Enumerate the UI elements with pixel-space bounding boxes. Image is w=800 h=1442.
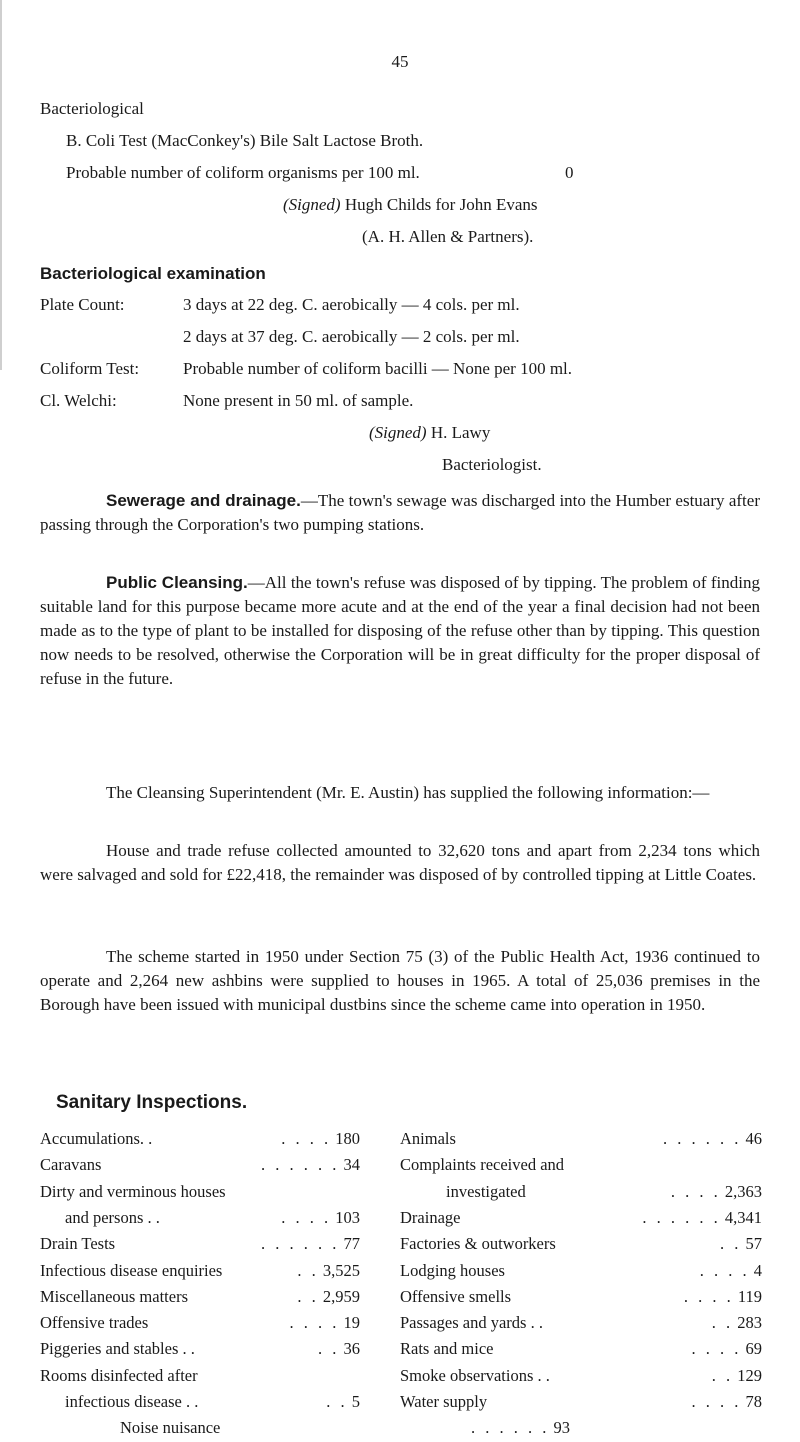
- inspection-row-left: [40, 1153, 360, 1179]
- inspection-value: [684, 1285, 762, 1309]
- inspection-row-right: [400, 1232, 762, 1258]
- inspection-row-left: [40, 1206, 360, 1232]
- inspection-count: 3,525: [322, 1260, 360, 1280]
- scheme-paragraph: The scheme started in 1950 under Section 75 (3) of the Public Health Act, 1936 continued to operate and 2,264 new ashbins were supplied to houses in 1965. A total of 25,036 premises in the Borough have been issued with municipal dustbins since the scheme came into operation in 1950.: [40, 947, 760, 1014]
- inspection-row-left: [40, 1285, 360, 1311]
- inspection-label: infectious disease . .: [65, 1392, 199, 1411]
- inspection-value: [261, 1153, 360, 1177]
- inspection-count: 283: [737, 1313, 762, 1333]
- inspection-row-left: [40, 1127, 360, 1153]
- inspection-label: Passages and yards . .: [400, 1313, 543, 1333]
- inspection-value: [318, 1337, 360, 1361]
- inspection-row-right: [400, 1206, 762, 1232]
- plate-count-line-1: 3 days at 22 deg. C. aerobically — 4 cols. per ml.: [183, 295, 520, 314]
- inspection-label: Miscellaneous matters: [40, 1286, 189, 1306]
- inspection-label: Lodging houses: [400, 1260, 505, 1280]
- welchi-label: Cl. Welchi:: [40, 391, 117, 410]
- leader-dots: . .: [711, 1365, 734, 1385]
- leader-dots: . . . .: [281, 1129, 332, 1148]
- inspection-count: 2,363: [724, 1181, 762, 1201]
- inspection-row-left: [40, 1337, 360, 1363]
- probable-number-label: Probable number of coliform organisms per 100 ml.: [66, 163, 420, 182]
- examination-heading: Bacteriological examination: [40, 264, 266, 283]
- inspection-count: 77: [343, 1234, 360, 1254]
- inspection-label: Piggeries and stables . .: [40, 1339, 195, 1359]
- inspection-count: 57: [745, 1234, 762, 1254]
- inspection-row-left: [40, 1259, 360, 1285]
- inspection-label: Animals: [400, 1129, 456, 1148]
- leader-dots: . . . .: [699, 1260, 750, 1280]
- inspection-count: 46: [745, 1129, 762, 1148]
- leader-dots: . .: [318, 1339, 340, 1359]
- inspection-value: [720, 1232, 762, 1256]
- inspection-value: [261, 1232, 360, 1256]
- inspection-label: Rats and mice: [400, 1339, 494, 1359]
- inspection-value: [712, 1364, 762, 1388]
- inspection-row-right: [400, 1337, 762, 1363]
- inspection-count: 4: [753, 1260, 762, 1280]
- inspection-count: 34: [343, 1155, 360, 1175]
- leader-dots: . .: [297, 1260, 319, 1280]
- leader-dots: . . . .: [691, 1392, 742, 1411]
- leader-dots: . .: [720, 1234, 742, 1254]
- inspection-label: Smoke observations . .: [400, 1365, 550, 1385]
- inspection-label: Dirty and verminous houses: [40, 1181, 226, 1201]
- inspection-count: 129: [737, 1365, 762, 1385]
- inspection-count: 119: [737, 1286, 762, 1306]
- inspection-row-left: [40, 1180, 360, 1206]
- inspection-row-left: [40, 1390, 360, 1416]
- inspection-value: [692, 1337, 763, 1361]
- coliform-test-label: Coliform Test:: [40, 359, 140, 378]
- cleansing-text: —All the town's refuse was disposed of by tipping. The problem of finding suitable land for this purpose became more acute and at the end of the year a final decision had not been made as to the type of plant to be installed for disposing of the refuse other than by tipping. This question now needs to be resolved, otherwise the Corporation will be in great difficulty for the proper disposal of refuse in the future.: [40, 573, 760, 688]
- inspection-row-right: [400, 1180, 762, 1206]
- leader-dots: . .: [711, 1313, 734, 1333]
- inspection-label: Drain Tests: [40, 1234, 116, 1254]
- refuse-paragraph: House and trade refuse collected amounted to 32,620 tons and apart from 2,234 tons which were salvaged and sold for £22,418, the remainder was disposed of by controlled tipping at Little Coates.: [40, 841, 760, 884]
- sewerage-text: —The town's sewage was discharged into the Humber estuary after passing through the Corporation's two pumping stations.: [40, 491, 760, 534]
- bacteriologist-title: Bacteriologist.: [442, 455, 542, 474]
- cleansing-heading: Public Cleansing.: [106, 573, 248, 592]
- inspection-value: [471, 1416, 570, 1440]
- inspection-count: 69: [745, 1339, 762, 1359]
- inspection-row-noise: [120, 1416, 570, 1442]
- leader-dots: . .: [326, 1392, 348, 1411]
- inspection-row-right: [400, 1153, 762, 1179]
- inspection-label: investigated: [446, 1181, 526, 1201]
- sewerage-paragraph: [40, 489, 760, 537]
- inspection-label: Offensive smells: [400, 1286, 512, 1306]
- plate-count-label: Plate Count:: [40, 295, 125, 314]
- inspection-row-right: [400, 1311, 762, 1337]
- inspection-count: 180: [335, 1129, 360, 1148]
- inspection-label: Caravans: [40, 1155, 102, 1175]
- signed-label-2: (Signed): [369, 423, 427, 442]
- inspection-value: [297, 1285, 360, 1309]
- inspection-label: Complaints received and: [400, 1155, 565, 1175]
- plate-count-line-2: 2 days at 37 deg. C. aerobically — 2 cols. per ml.: [183, 327, 520, 346]
- inspection-count: 2,959: [322, 1286, 360, 1306]
- leader-dots: . . . . . .: [261, 1155, 340, 1175]
- inspection-count: 78: [745, 1392, 762, 1411]
- leader-dots: . . . . . .: [471, 1418, 550, 1438]
- inspection-row-right: [400, 1390, 762, 1416]
- probable-number-value: 0: [565, 163, 574, 182]
- inspection-count: 4,341: [724, 1207, 762, 1227]
- inspection-count: 103: [335, 1207, 360, 1227]
- inspection-label: Infectious disease enquiries: [40, 1260, 223, 1280]
- inspection-row-left: [40, 1311, 360, 1337]
- sanitary-inspections-title: Sanitary Inspections.: [56, 1092, 248, 1113]
- inspection-label: Water supply: [400, 1392, 488, 1411]
- leader-dots: . . . .: [289, 1313, 340, 1333]
- sewerage-heading: Sewerage and drainage.: [106, 491, 301, 510]
- inspection-value: [297, 1259, 360, 1283]
- inspection-label: Factories & outworkers: [400, 1234, 556, 1254]
- bacteriologist-name: H. Lawy: [430, 423, 491, 442]
- inspection-row-left: [40, 1364, 360, 1390]
- inspection-value: [671, 1180, 762, 1204]
- inspection-value: [663, 1127, 762, 1151]
- leader-dots: . . . .: [281, 1207, 332, 1227]
- inspection-value: [712, 1311, 762, 1335]
- bacteriological-heading: Bacteriological: [40, 99, 144, 118]
- inspection-value: [642, 1206, 762, 1230]
- inspection-value: [281, 1206, 360, 1230]
- leader-dots: . .: [297, 1286, 319, 1306]
- inspection-row-right: [400, 1259, 762, 1285]
- inspection-label: Accumulations. .: [40, 1129, 153, 1148]
- leader-dots: . . . .: [670, 1181, 721, 1201]
- superintendent-paragraph: The Cleansing Superintendent (Mr. E. Austin) has supplied the following information:—: [106, 783, 710, 802]
- inspection-count: 5: [351, 1392, 360, 1411]
- signed-label: (Signed): [283, 195, 341, 214]
- signer-organisation: (A. H. Allen & Partners).: [362, 227, 534, 246]
- leader-dots: . . . . . .: [663, 1129, 742, 1148]
- signer-name: Hugh Childs for John Evans: [344, 195, 538, 214]
- leader-dots: . . . . . .: [642, 1207, 721, 1227]
- leader-dots: . . . .: [683, 1286, 734, 1306]
- inspection-value: [326, 1390, 360, 1414]
- inspection-value: [281, 1127, 360, 1151]
- welchi-text: None present in 50 ml. of sample.: [183, 391, 414, 410]
- coliform-test-text: Probable number of coliform bacilli — None per 100 ml.: [183, 359, 573, 378]
- signature-line-1: [283, 193, 538, 217]
- inspection-label: Noise nuisance: [120, 1418, 221, 1438]
- inspection-count: 93: [553, 1418, 570, 1438]
- cleansing-paragraph: [40, 571, 760, 691]
- page-number: 45: [391, 52, 409, 71]
- inspection-value: [692, 1390, 763, 1414]
- signature-line-2: [369, 421, 490, 445]
- inspection-row-right: [400, 1285, 762, 1311]
- inspection-label: and persons . .: [65, 1207, 160, 1227]
- leader-dots: . . . . . .: [261, 1234, 340, 1254]
- inspection-label: Rooms disinfected after: [40, 1365, 198, 1385]
- inspection-count: 36: [343, 1339, 360, 1359]
- inspection-count: 19: [343, 1313, 360, 1333]
- inspection-value: [290, 1311, 361, 1335]
- inspection-row-right: [400, 1364, 762, 1390]
- coli-test-line: B. Coli Test (MacConkey's) Bile Salt Lactose Broth.: [66, 131, 424, 150]
- inspection-row-left: [40, 1232, 360, 1258]
- inspection-value: [700, 1259, 762, 1283]
- inspection-label: Drainage: [400, 1207, 461, 1227]
- leader-dots: . . . .: [691, 1339, 742, 1359]
- inspection-row-right: [400, 1127, 762, 1153]
- inspection-label: Offensive trades: [40, 1313, 149, 1333]
